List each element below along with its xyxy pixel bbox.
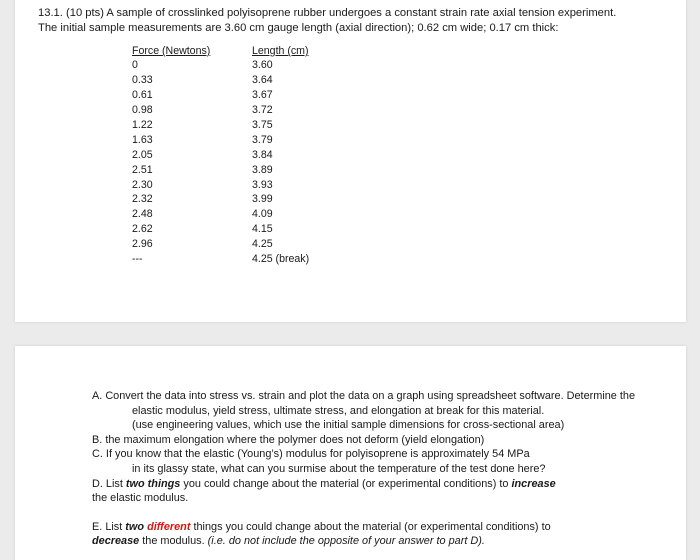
force-cell: 1.63 (132, 133, 153, 146)
force-cell: 0.61 (132, 88, 153, 101)
question-e-note: (i.e. do not include the opposite of your answer to part D). (207, 535, 485, 548)
length-cell: 3.75 (252, 118, 273, 131)
question-spacer (92, 506, 667, 520)
force-cell: 1.22 (132, 118, 153, 131)
force-cell: 2.48 (132, 208, 153, 221)
force-cell: 2.51 (132, 163, 153, 176)
force-cell: --- (132, 253, 143, 266)
length-cell: 3.93 (252, 178, 273, 191)
force-values (132, 58, 232, 267)
length-cell: 4.25 (break) (252, 253, 310, 266)
force-header: Force (Newtons) (132, 45, 211, 57)
length-cell: 3.64 (252, 73, 273, 86)
force-cell: 2.05 (132, 148, 153, 161)
length-cell: 4.15 (252, 223, 273, 236)
question-b: B. the maximum elongation where the polymer does not deform (yield elongation) (92, 433, 485, 446)
force-cell: 2.30 (132, 178, 153, 191)
question-e-emphasis-different: different (147, 520, 191, 533)
length-values (252, 58, 362, 267)
length-cell: 3.99 (252, 193, 273, 206)
length-cell: 3.84 (252, 148, 273, 161)
question-d-emphasis-things: two things (125, 477, 181, 490)
questions-list (92, 389, 667, 549)
question-e-prefix: E. List (92, 520, 126, 533)
question-a-line-3: (use engineering values, which use the initial sample dimensions for cross-sectional area) (132, 419, 565, 432)
question-a-line-1: A. Convert the data into stress vs. strain and plot the data on a graph using spreadsheet software. Determine the (92, 390, 636, 402)
length-cell: 3.72 (252, 103, 273, 116)
question-d-middle: you could change about the material (or experimental conditions) to (180, 477, 512, 490)
question-a-line-2: elastic modulus, yield stress, ultimate stress, and elongation at break for this material. (132, 404, 545, 417)
length-column (252, 44, 362, 267)
question-d-line-2: the elastic modulus. (92, 492, 189, 505)
force-column (132, 44, 232, 267)
question-d-line-1 (92, 477, 667, 492)
length-cell: 4.09 (252, 208, 273, 221)
question-e-suffix: things you could change about the material (or experimental conditions) to (190, 520, 551, 533)
problem-line-1: 13.1. (10 pts) A sample of crosslinked polyisoprene rubber undergoes a constant strain rate axial tension experiment. (38, 7, 617, 19)
question-e-emphasis-decrease: decrease (92, 535, 140, 548)
length-header: Length (cm) (252, 45, 309, 57)
length-cell: 3.67 (252, 88, 273, 101)
length-cell: 3.89 (252, 163, 273, 176)
force-cell: 0.33 (132, 73, 153, 86)
length-cell: 3.79 (252, 133, 273, 146)
question-e-line-1 (92, 520, 667, 535)
question-c-line-2: in its glassy state, what can you surmise about the temperature of the test done here? (132, 462, 546, 475)
force-cell: 0.98 (132, 103, 153, 116)
question-c-line-1: C. If you know that the elastic (Young’s) modulus for polyisoprene is approximately 54 MPa (92, 448, 530, 461)
question-e-middle: the modulus. (139, 535, 208, 548)
force-cell: 0 (132, 59, 138, 71)
force-cell: 2.96 (132, 238, 153, 251)
question-d-prefix: D. List (92, 477, 126, 490)
force-cell: 2.32 (132, 193, 153, 206)
problem-line-2: The initial sample measurements are 3.60 cm gauge length (axial direction); 0.62 cm wide; 0.17 cm thick: (38, 22, 559, 34)
length-cell: 3.60 (252, 59, 273, 71)
force-cell: 2.62 (132, 223, 153, 236)
question-d-emphasis-increase: increase (511, 477, 556, 490)
question-e-emphasis-two: two (125, 520, 148, 533)
length-cell: 4.25 (252, 238, 273, 251)
problem-statement (38, 6, 678, 36)
question-e-line-2 (92, 534, 667, 549)
